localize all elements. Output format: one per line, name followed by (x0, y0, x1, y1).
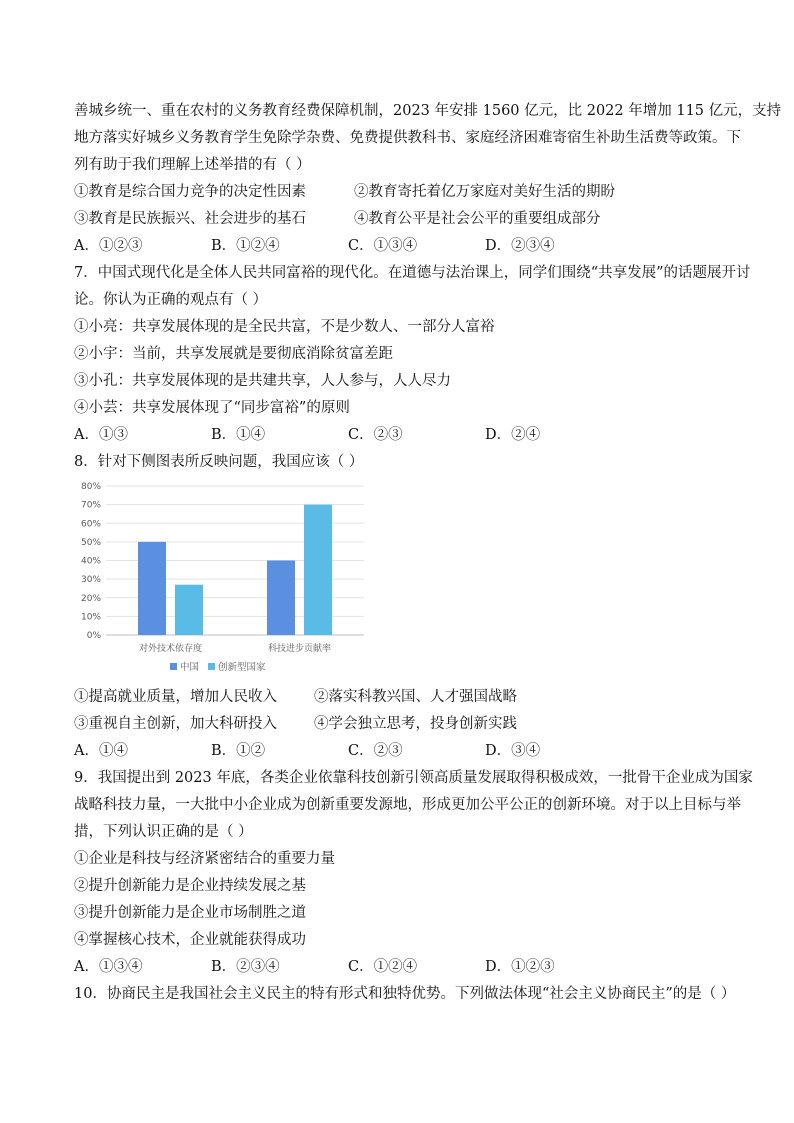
legend-swatch-2 (208, 663, 215, 670)
q8-chart-svg (72, 478, 372, 688)
q8-option-d: D．③④ (485, 743, 541, 759)
y-tick-label: 70% (80, 500, 101, 511)
q6-statements-row-1 (74, 182, 724, 202)
bar-1-1 (138, 542, 166, 635)
q8-stem: 8．针对下侧图表所反映问题，我国应该（ ） (74, 454, 364, 470)
q8-statements-row-2 (74, 714, 724, 734)
q6-option-c: C．①③④ (348, 238, 418, 254)
q8-statement-3: ③重视自主创新，加大科研投入 (74, 716, 277, 732)
q7-statement-3: ③小孔：共享发展体现的是共建共享，人人参与，人人尽力 (74, 373, 451, 389)
q8-bar-chart (72, 478, 372, 688)
q9-statement-2: ②提升创新能力是企业持续发展之基 (74, 878, 306, 894)
q9-stem-line-2: 战略科技力量，一大批中小企业成为创新重要发源地，形成更加公平公正的创新环境。对于以上目标与举 (74, 797, 741, 813)
q6-statement-4: ④教育公平是社会公平的重要组成部分 (354, 211, 601, 227)
q7-stem-line-1: 7．中国式现代化是全体人民共同富裕的现代化。在道德与法治课上，同学们围绕“共享发展”的话题展开讨 (74, 265, 751, 281)
bar-2-1 (175, 585, 203, 635)
q8-statements-row-1 (74, 687, 724, 707)
y-tick-label: 50% (80, 537, 101, 548)
q9-statement-3: ③提升创新能力是企业市场制胜之道 (74, 905, 306, 921)
q7-statement-2: ②小宇：当前，共享发展就是要彻底消除贫富差距 (74, 346, 393, 362)
legend-label-2: 创新型国家 (218, 662, 266, 673)
q6-stem-line-2: 地方落实好城乡义务教育学生免除学杂费、免费提供教科书、家庭经济困难寄宿生补助生活费等政策。下 (74, 130, 741, 146)
q9-statement-1: ①企业是科技与经济紧密结合的重要力量 (74, 851, 335, 867)
q9-stem-line-3: 措，下列认识正确的是（ ） (74, 824, 253, 840)
y-tick-label: 20% (80, 593, 101, 604)
q8-statement-1: ①提高就业质量，增加人民收入 (74, 689, 277, 705)
x-tick-label: 科技进步贡献率 (267, 644, 332, 654)
q6-statement-2: ②教育寄托着亿万家庭对美好生活的期盼 (354, 184, 615, 200)
q9-options (74, 957, 724, 977)
q8-statement-4: ④学会独立思考，投身创新实践 (314, 716, 517, 732)
q8-option-b: B．①② (211, 743, 266, 759)
legend-swatch-1 (170, 663, 177, 670)
bar-2-2 (304, 505, 332, 635)
q9-option-b: B．②③④ (211, 959, 280, 975)
x-tick-label: 对外技术依存度 (138, 644, 203, 654)
q6-options (74, 236, 724, 256)
q7-option-b: B．①④ (211, 427, 266, 443)
q6-option-d: D．②③④ (485, 238, 555, 254)
q7-options (74, 425, 724, 445)
y-tick-label: 40% (80, 556, 101, 567)
q9-stem-line-1: 9．我国提出到 2023 年底，各类企业依靠科技创新引领高质量发展取得积极成效，一批骨干企业成为国家 (74, 770, 753, 786)
q6-option-a: A．①②③ (74, 238, 143, 254)
q9-option-d: D．①②③ (485, 959, 555, 975)
q6-statement-3: ③教育是民族振兴、社会进步的基石 (74, 211, 306, 227)
q6-statements-row-2 (74, 209, 724, 229)
y-tick-label: 80% (80, 482, 101, 492)
q6-option-b: B．①②④ (211, 238, 280, 254)
q8-statement-2: ②落实科教兴国、人才强国战略 (314, 689, 517, 705)
q9-option-a: A．①③④ (74, 959, 143, 975)
q8-option-a: A．①④ (74, 743, 128, 759)
legend-label-1: 中国 (180, 662, 200, 673)
bar-1-2 (267, 561, 295, 636)
q6-stem-line-3: 列有助于我们理解上述举措的有（ ） (74, 157, 311, 173)
q10-stem: 10．协商民主是我国社会主义民主的特有形式和独特优势。下列做法体现“社会主义协商民主”的是（ ） (74, 986, 736, 1002)
q8-option-c: C．②③ (348, 743, 403, 759)
q6-statement-1: ①教育是综合国力竞争的决定性因素 (74, 184, 306, 200)
q7-stem-line-2: 论。你认为正确的观点有（ ） (74, 292, 268, 308)
q7-option-c: C．②③ (348, 427, 403, 443)
q9-option-c: C．①②④ (348, 959, 418, 975)
q9-statement-4: ④掌握核心技术，企业就能获得成功 (74, 932, 306, 948)
y-tick-label: 10% (80, 612, 101, 623)
q6-stem-line-1: 善城乡统一、重在农村的义务教育经费保障机制，2023 年安排 1560 亿元，比 2022 年增加 115 亿元，支持 (74, 103, 782, 119)
q7-option-d: D．②④ (485, 427, 541, 443)
q7-statement-4: ④小芸：共享发展体现了“同步富裕”的原则 (74, 400, 350, 416)
y-tick-label: 60% (80, 519, 101, 530)
q7-option-a: A．①③ (74, 427, 128, 443)
y-tick-label: 0% (86, 631, 101, 641)
y-tick-label: 30% (80, 575, 101, 586)
q8-options (74, 741, 724, 761)
q7-statement-1: ①小亮：共享发展体现的是全民共富，不是少数人、一部分人富裕 (74, 319, 495, 335)
